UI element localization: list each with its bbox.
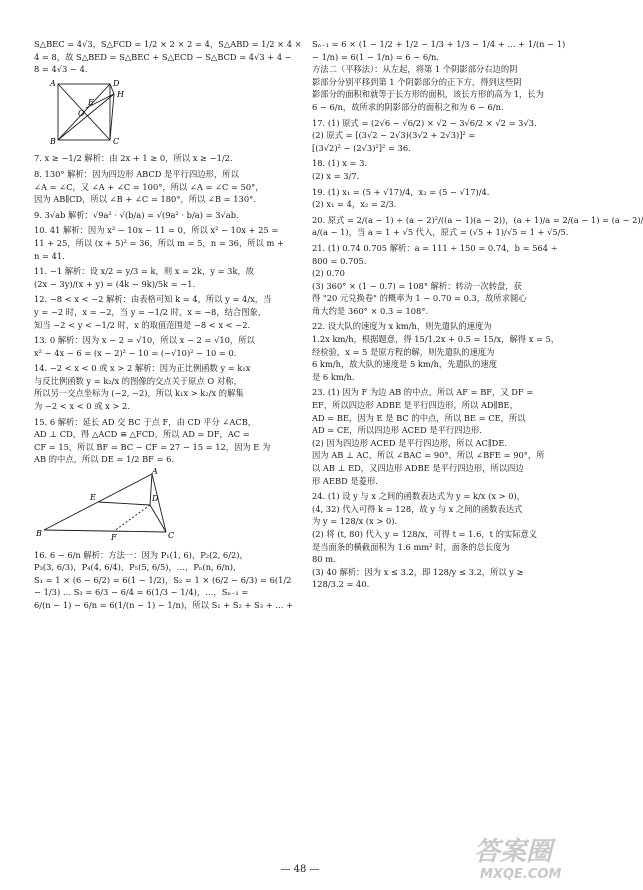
text-line: 因为 AB∥CD，所以 ∠B + ∠C = 180°，所以 ∠B = 130°. [34,194,256,205]
text-line: AD = BE，因为 E 是 BC 的中点，所以 BE = CE，所以 [312,412,526,423]
label-O: O [78,108,85,118]
text-line: 14. −2 < x < 0 或 x > 2 解析：因为正比例函数 y = k₁x [34,363,251,374]
text-line: 6/(n − 1) − 6/n = 6(1/(n − 1) − 1/n)，所以 S₁ + S₂ + S₃ + … + [34,600,294,610]
text-line: 方法二（平移法）：从左起，将第 1 个阴影部分右边的阴 [312,64,518,75]
text-line: 800 = 0.705. [312,255,367,266]
text-line: 11 + 25，所以 (x + 5)² = 36，所以 m = 5，n = 36，所以 m + [34,237,284,248]
text-line: 所以另一交点坐标为 (−2, −2)，所以 k₁x > k₂/x 的解集 [34,388,244,399]
text-line: 6 − 6/n，故所求的阴影部分的面积之和为 6 − 6/n. [312,101,504,112]
text-line: 8 = 4√3 − 4. [34,64,88,75]
text-line: 知当 −2 < y < −1/2 时，x 的取值范围是 −8 < x < −2. [34,319,251,330]
text-line: 11. −1 解析：设 x/2 = y/3 = k，则 x = 2k，y = 3k，故 [34,266,255,277]
text-line: 18. (1) x = 3. [312,158,368,169]
text-line: x² − 4x − 6 = (x − 2)² − 10 = (−√10)² − 10 = 0. [34,347,237,358]
label-C: C [168,531,175,541]
geometry-figure-triangle [34,468,184,542]
text-line: 20. 原式 = 2/(a − 1) ÷ (a − 2)²/((a − 1)(a − 2))，(a + 1)/a = 2/(a − 1) = (a − 2)/ [312,214,643,225]
text-line: 22. 设大队的速度为 x km/h，则先遣队的速度为 [312,321,492,332]
text-line: (3) 40 解析：因为 x ≤ 3.2，即 128/y ≤ 3.2，所以 y ≥ [312,566,524,577]
label-D: D [152,494,159,504]
answer-17 [312,117,574,155]
text-line: 经检验，x = 5 是原方程的解，则先遣队的速度为 [312,346,495,357]
answer-14 [34,362,296,412]
text-line: (2) 因为四边形 ACED 是平行四边形，所以 AC∥DE. [312,437,508,448]
text-line: − 1/n) = 6(1 − 1/n) = 6 − 6/n. [312,51,439,62]
answer-22 [312,320,574,383]
text-line: Sₙ₋₁ = 6 × (1 − 1/2 + 1/2 − 1/3 + 1/3 − 1/4 + … + 1/(n − 1) [312,39,566,49]
text-line: 10. 41 解析：因为 x² − 10x − 11 = 0，所以 x² − 10x + 25 = [34,225,279,236]
text-line: 为 −2 < x < 0 或 x > 2. [34,401,130,412]
text-line: 12. −8 < x < −2 解析：由表格可知 k = 4，所以 y = 4/x，当 [34,294,272,305]
text-line: (2) x₁ = 4，x₂ = 2/3. [312,199,397,210]
right-column [312,38,643,591]
page-number: — 48 — [280,864,320,875]
watermark-logo [470,830,588,882]
answer-13 [34,334,296,359]
answer-7 [34,152,296,165]
label-A: A [152,467,158,477]
answer-20 [312,214,643,239]
text-line: 为 y = 128/x (x > 0). [312,516,398,527]
text-line: S₁ = 1 × (6 − 6/2) = 6(1 − 1/2)，S₂ = 1 × (6/2 − 6/3) = 6(1/2 [34,574,292,585]
text-line: y = −2 时，x = −2，当 y = −1/2 时，x = −8，结合图象， [34,306,267,317]
answer-6-tail [34,38,302,76]
text-line: (2) 将 (t, 80) 代入 y = 128/x，可得 t = 1.6，t 的实际意义 [312,528,538,539]
text-line: 80 m. [312,554,336,565]
text-line: 因为 AB ⊥ AC，所以 ∠BAC = 90°，所以 ∠BFE = 90°，所 [312,450,545,461]
triangle-figure [34,468,296,546]
answer-10 [34,224,296,262]
text-line: [(3√2)² − (2√3)²]² = 36. [312,142,411,153]
text-line: (2) 0.70 [312,268,345,279]
answer-19 [312,186,574,211]
watermark-url: MXQE.COM [480,867,562,882]
square-figure [34,78,296,150]
answer-16 [34,549,296,612]
text-line: CF = 15，所以 BF = BC − CF = 27 − 15 = 12，因为 E 为 [34,441,271,452]
text-line: 是当面条的横截面积为 1.6 mm² 时，面条的总长度为 [312,541,510,552]
answer-9 [34,209,296,222]
left-column [34,38,302,612]
answer-8 [34,168,296,206]
text-line: EF，所以四边形 ADBE 是平行四边形，所以 AD∥BE， [312,400,518,411]
text-line: 16. 6 − 6/n 解析：方法一：因为 P₁(1, 6)，P₂(2, 6/2)， [34,549,248,560]
text-line: 角大约是 360° × 0.3 = 108°. [312,305,429,316]
answer-16-continued [312,38,574,114]
text-line: n = 41. [34,250,65,261]
text-line: AB 的中点，所以 DE = 1/2 BF = 6. [34,454,175,465]
text-line: ∠A = ∠C，又 ∠A + ∠C = 100°，所以 ∠A = ∠C = 50°， [34,181,264,192]
text-line: 1.2x km/h，根据题意，得 15/1.2x + 0.5 = 15/x，解得 x = 5， [312,334,560,345]
text-line: (4, 32) 代入可得 k = 128，故 y 与 x 之间的函数表达式 [312,503,523,514]
geometry-figure-square [34,78,144,146]
answer-11 [34,265,296,290]
label-A: A [50,78,56,88]
answer-23 [312,386,574,487]
text-line: 以 AB ⊥ ED，又四边形 ADBE 是平行四边形，所以四边 [312,463,524,473]
text-line: 19. (1) x₁ = (5 + √17)/4，x₂ = (5 − √17)/4. [312,186,490,197]
label-D: D [113,78,120,88]
text-line: (2) x = 3/7. [312,170,360,181]
text-line: 4 = 8，故 S△BED = S△BEC + S△ECD − S△BCD = 4√3 + 4 − [34,51,292,62]
label-H: H [117,89,124,99]
text-line: AD = CE，所以四边形 ACED 是平行四边形. [312,425,482,436]
label-B: B [36,529,42,539]
label-C: C [113,136,120,146]
watermark-text: 答案圈 [474,837,553,867]
text-line: 影部分的面积和就等于长方形的面积，该长方形的高为 1，长为 [312,89,544,100]
text-line: 6 km/h，故大队的速度是 5 km/h，先遣队的速度 [312,359,497,370]
text-line: a/(a − 1)，当 a = 1 + √5 代入，原式 = (√5 + 1)/√5 = 1 + √5/5. [312,227,569,238]
answer-18 [312,157,574,182]
text-line: − 1/3) … S₃ = 6/3 − 6/4 = 6(1/3 − 1/4)，…，Sₙ₋₁ = [34,587,249,598]
text-line: 与反比例函数 y = k₂/x 的图像的交点关于原点 O 对称， [34,375,242,386]
text-line: 是 6 km/h. [312,371,355,382]
text-line: 7. x ≥ −1/2 解析：由 2x + 1 ≥ 0，所以 x ≥ −1/2. [34,153,233,164]
text-line: 13. 0 解析：因为 x − 2 = √10，所以 x − 2 = √10，所以 [34,335,255,346]
text-line: 23. (1) 因为 F 为边 AB 的中点，所以 AF = BF，又 DF = [312,387,534,398]
text-line: P₃(3, 6/3)，P₄(4, 6/4)，P₅(5, 6/5)，…，Pₙ(n, 6/n)， [34,562,242,573]
answer-15 [34,416,296,466]
text-line: AD ⊥ CD，得 △ACD ≌ △FCD，所以 AD = DF，AC = [34,429,250,440]
answer-21 [312,242,574,318]
text-line: (3) 360° × (1 − 0.7) = 108° 解析：转动一次转盘，获 [312,280,522,291]
text-line: 影部分分别平移到第 1 个阴影部分的正下方，得到这些阴 [312,76,522,87]
answer-12 [34,293,296,331]
text-line: 128/3.2 = 40. [312,579,370,590]
text-line: 24. (1) 设 y 与 x 之间的函数表达式为 y = k/x (x > 0)， [312,491,526,502]
label-E: E [90,493,96,503]
label-F: F [111,533,117,543]
text-line: 8. 130° 解析：因为四边形 ABCD 是平行四边形，所以 [34,168,239,179]
label-E: E [88,97,94,107]
text-line: 9. 3√ab 解析：√9a² · √(b/a) = √(9a² · b/a) = 3√ab. [34,209,239,220]
answer-24 [312,490,574,591]
text-line: 17. (1) 原式 = (2√6 − √6/2) × √2 − 3√6/2 × √2 = 3√3. [312,117,537,128]
text-line: (2x − 3y)/(x + y) = (4k − 9k)/5k = −1. [34,278,196,289]
label-B: B [50,136,56,146]
text-line: S△BEC = 4√3，S△FCD = 1/2 × 2 × 2 = 4，S△ABD = 1/2 × 4 × [34,39,302,49]
text-line: 15. 6 解析：延长 AD 交 BC 于点 F，由 CD 平分 ∠ACB， [34,416,257,427]
text-line: 21. (1) 0.74 0.705 解析：a = 111 ÷ 150 = 0.74，b = 564 ÷ [312,242,558,253]
text-line: 形 AEBD 是菱形. [312,475,378,486]
text-line: 得 "20 元兑换卷" 的概率为 1 − 0.70 = 0.3，故所求圆心 [312,293,527,304]
text-line: (2) 原式 = [(3√2 − 2√3)(3√2 + 2√3)]² = [312,130,476,141]
